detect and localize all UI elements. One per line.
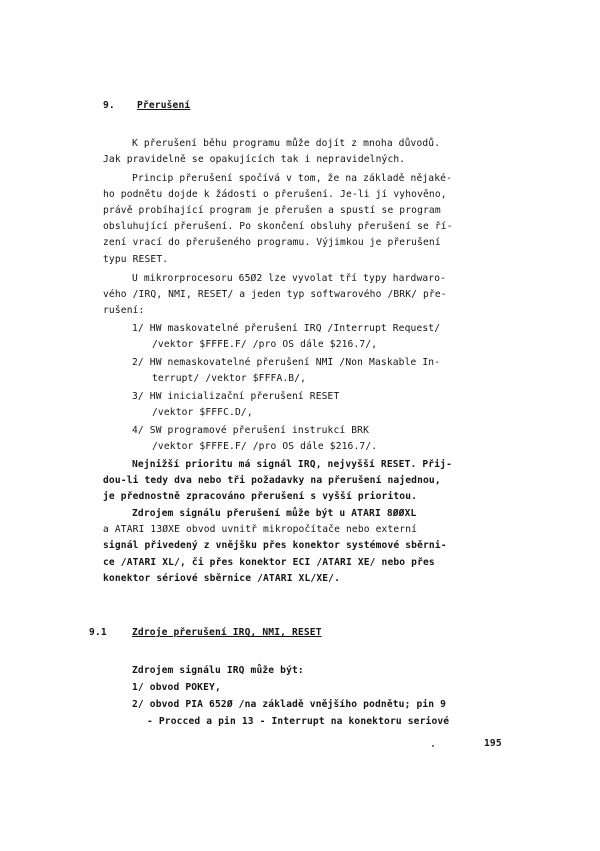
- section-9-1-number: 9.1: [89, 627, 107, 638]
- list-item-continuation: terrupt/ /vektor $FFFA.B/,: [152, 373, 307, 384]
- list-item-continuation: - Procced a pin 13 - Interrupt na konektoru seriové: [147, 716, 450, 727]
- list-item: 4/ SW programové přerušení instrukcí BRK: [132, 425, 370, 436]
- list-item-continuation: /vektor $FFFE.F/ /pro OS dále $216.7/,: [152, 339, 378, 350]
- text-line: U mikrorprocesoru 65Ø2 lze vyvolat tří typy hardwaro-: [132, 273, 447, 284]
- list-item: 2/ obvod PIA 652Ø /na základě vnějšího podnětu; pin 9: [132, 699, 447, 710]
- text-line: Zdrojem signálu přerušení může být u ATARI 8ØØXL: [132, 508, 417, 519]
- list-item: 2/ HW nemaskovatelné přerušení NMI /Non Maskable In-: [132, 357, 441, 368]
- stray-mark: [432, 745, 434, 747]
- text-line: ce /ATARI XL/, či přes konektor ECI /ATARI XE/ nebo přes: [103, 557, 435, 568]
- text-line: Jak pravidelně se opakujících tak i nepravidelných.: [103, 154, 406, 165]
- text-line: zení vrací do přerušeného programu. Výjimkou je přerušení: [103, 237, 441, 248]
- section-9-number: 9.: [103, 100, 115, 111]
- list-item: 3/ HW inicializační přerušení RESET: [132, 391, 340, 402]
- text-line: vého /IRQ, NMI, RESET/ a jeden typ softwarového /BRK/ pře-: [103, 289, 447, 300]
- text-line: signál přivedený z vnějšku přes konektor systémové sběrni-: [103, 540, 447, 551]
- text-line: a ATARI 13ØXE obvod uvnitř mikropočítače nebo externí: [103, 524, 418, 535]
- text-line: právě probíhající program je přerušen a spustí se program: [103, 205, 441, 216]
- section-9-1-title: Zdroje přerušení IRQ, NMI, RESET: [132, 627, 322, 638]
- text-line: Zdrojem signálu IRQ může být:: [132, 665, 304, 676]
- text-line: Princip přerušení spočívá v tom, že na základě nějaké-: [132, 173, 452, 184]
- page-number: 195: [484, 738, 502, 749]
- list-item-continuation: /vektor $FFFC.D/,: [152, 407, 253, 418]
- list-item: 1/ HW maskovatelné přerušení IRQ /Interrupt Request/: [132, 323, 441, 334]
- text-line: rušení:: [103, 305, 145, 316]
- section-9-title: Přerušení: [137, 100, 191, 111]
- text-line: dou-li tedy dva nebo tři požadavky na přerušení najednou,: [103, 475, 441, 486]
- text-line: K přerušení běhu programu může dojít z mnoha důvodů.: [132, 138, 441, 149]
- list-item-continuation: /vektor $FFFE.F/ /pro OS dále $216.7/.: [152, 441, 378, 452]
- text-line: typu RESET.: [103, 254, 169, 265]
- text-line: Nejnižší prioritu má signál IRQ, nejvyšší RESET. Přij-: [132, 459, 452, 470]
- text-line: je přednostně zpracováno přerušení s vyšší prioritou.: [103, 491, 418, 502]
- text-line: konektor sériové sběrnice /ATARI XL/XE/.: [103, 573, 341, 584]
- text-line: obsluhující přerušení. Po skončení obsluhy přerušení se ří-: [103, 221, 453, 232]
- text-line: ho podnětu dojde k žádosti o přerušení. Je-li jí vyhověno,: [103, 189, 447, 200]
- list-item: 1/ obvod POKEY,: [132, 682, 221, 693]
